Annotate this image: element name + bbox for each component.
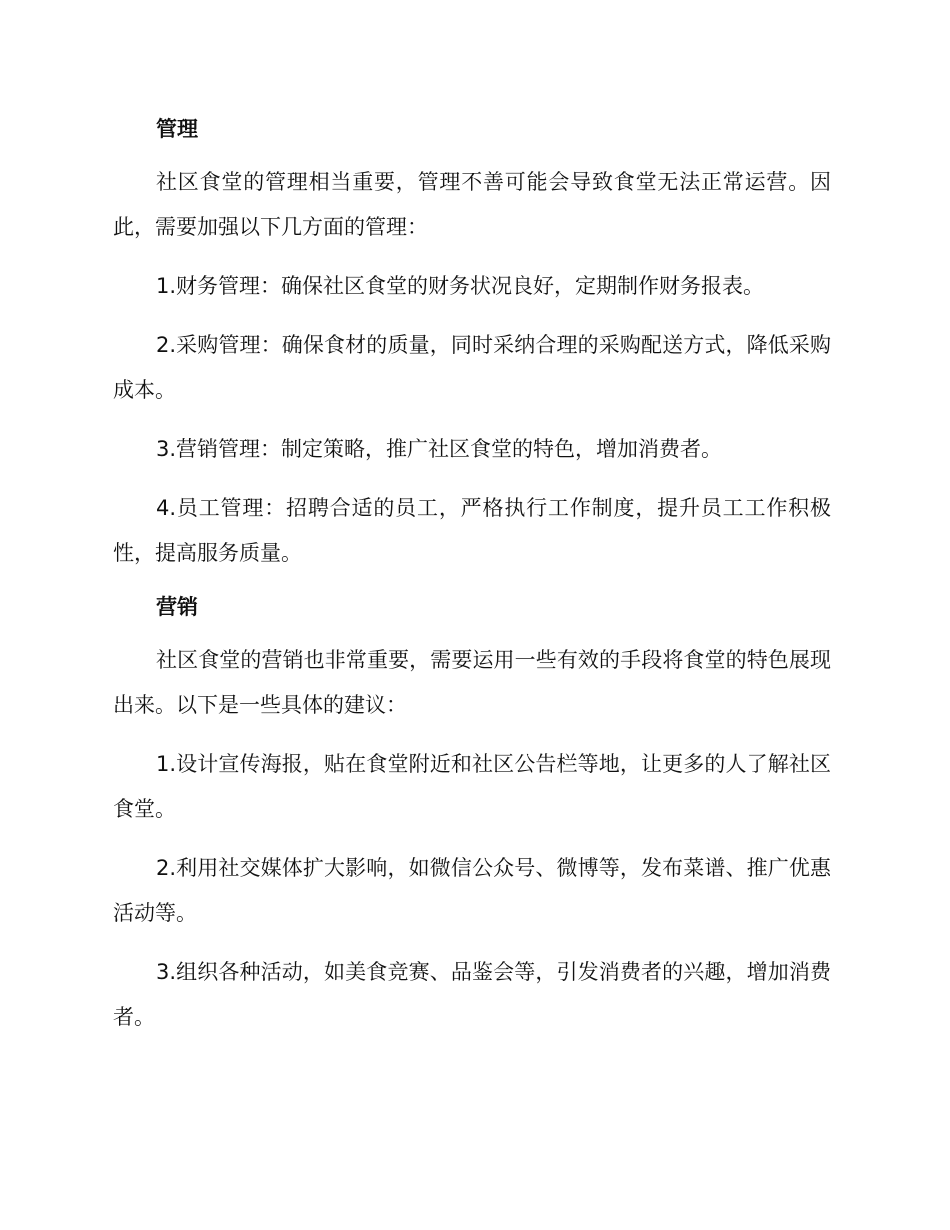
document-page [113, 112, 831, 1054]
section-management [113, 112, 831, 576]
section-heading: 营销 [156, 595, 198, 619]
list-item: 1.设计宣传海报，贴在食堂附近和社区公告栏等地，让更多的人了解社区食堂。 [113, 752, 831, 821]
list-item: 3.营销管理：制定策略，推广社区食堂的特色，增加消费者。 [156, 437, 723, 461]
list-item: 1.财务管理：确保社区食堂的财务状况良好，定期制作财务报表。 [156, 274, 765, 298]
list-item: 2.利用社交媒体扩大影响，如微信公众号、微博等，发布菜谱、推广优惠活动等。 [113, 856, 831, 925]
list-item: 2.采购管理：确保食材的质量，同时采纳合理的采购配送方式，降低采购成本。 [113, 333, 831, 402]
list-item: 3.组织各种活动，如美食竞赛、品鉴会等，引发消费者的兴趣，增加消费者。 [113, 960, 831, 1029]
section-marketing [113, 590, 831, 1040]
paragraph: 社区食堂的管理相当重要，管理不善可能会导致食堂无法正常运营。因此，需要加强以下几方面的管理： [113, 170, 831, 239]
section-heading: 管理 [156, 117, 198, 141]
list-item: 4.员工管理：招聘合适的员工，严格执行工作制度，提升员工工作积极性，提高服务质量。 [113, 496, 831, 565]
paragraph: 社区食堂的营销也非常重要，需要运用一些有效的手段将食堂的特色展现出来。以下是一些具体的建议： [113, 648, 831, 717]
